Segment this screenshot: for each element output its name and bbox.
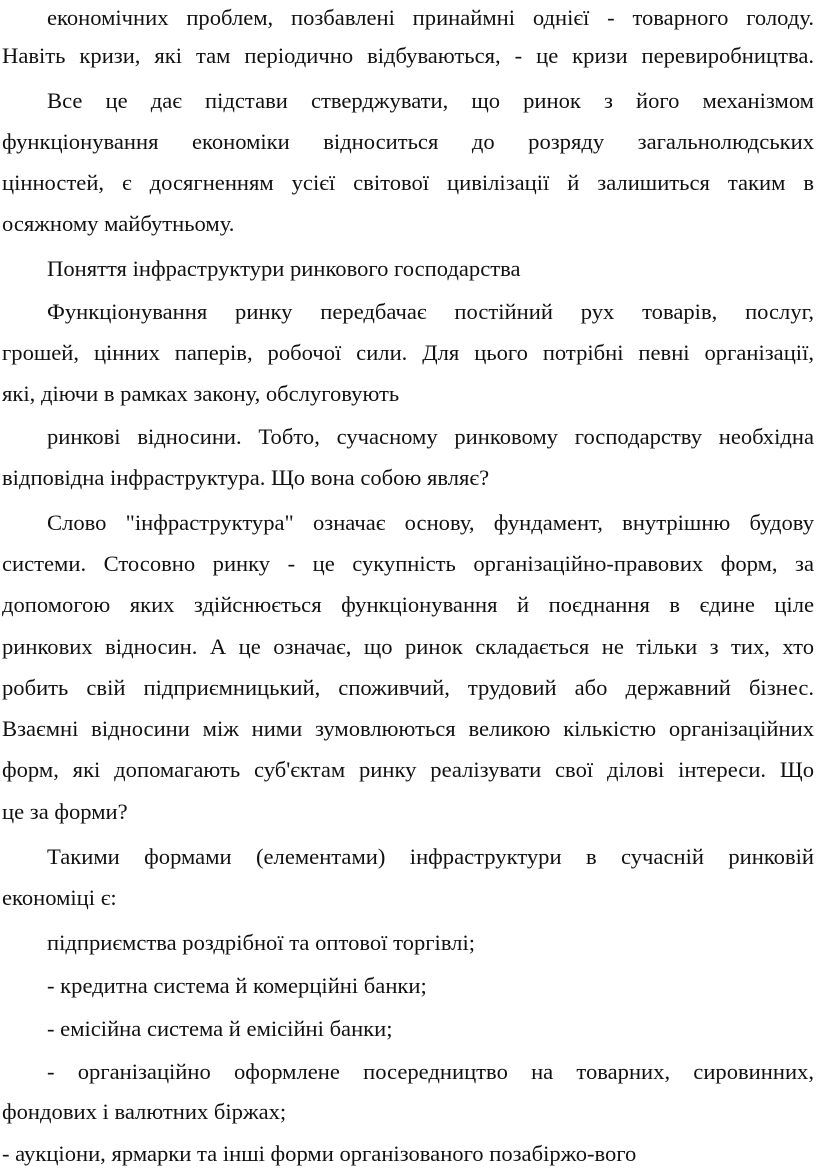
text-line-21: Такими формами (елементами) інфраструктури в сучасній ринковій [47, 844, 814, 869]
list-item-3: - емісійна система й емісійні банки; [47, 1016, 393, 1041]
text-line-4: функціонування економіки відноситься до розряду загальнолюдських [2, 129, 814, 154]
section-heading: Поняття інфраструктури ринкового господарства [47, 256, 521, 281]
list-item-4: - організаційно оформлене посередництво на товарних, сировинних, [47, 1059, 814, 1084]
text-line-22: економіці є: [2, 885, 117, 910]
text-line-16: ринкових відносин. А це означає, що ринок складається не тільки з тих, хто [2, 634, 814, 659]
list-item-1: підприємства роздрібної та оптової торгівлі; [47, 930, 476, 955]
list-item-4-cont: фондових і валютних біржах; [2, 1099, 287, 1124]
text-line-3: Все це дає підстави стверджувати, що ринок з його механізмом [47, 88, 814, 113]
text-line-6: осяжному майбутньому. [2, 211, 235, 236]
text-line-10: які, діючи в рамках закону, обслуговують [2, 381, 400, 406]
text-line-13: Слово "інфраструктура" означає основу, фундамент, внутрішню будову [47, 510, 814, 535]
text-line-11: ринкові відносини. Тобто, сучасному ринковому господарству необхідна [47, 424, 814, 449]
text-line-15: допомогою яких здійснюється функціонування й поєднання в єдине ціле [2, 592, 814, 617]
list-item-2: - кредитна система й комерційні банки; [47, 973, 427, 998]
text-line-18: Взаємні відносини між ними зумовлюються великою кількістю організаційних [2, 716, 814, 741]
text-line-9: грошей, цінних паперів, робочої сили. Для цього потрібні певні організації, [2, 340, 814, 365]
text-line-1: економічних проблем, позбавлені принаймні однієї - товарного голоду. [47, 5, 814, 30]
text-line-17: робить свій підприємницький, споживчий, трудовий або державний бізнес. [2, 675, 814, 700]
text-line-19: форм, які допомагають суб'єктам ринку реалізувати свої ділові інтереси. Що [2, 757, 814, 782]
text-line-12: відповідна інфраструктура. Що вона собою являє? [2, 465, 490, 490]
text-line-14: системи. Стосовно ринку - це сукупність організаційно-правових форм, за [2, 551, 814, 576]
list-item-5: - аукціони, ярмарки та інші форми організованого позабіржо-вого [2, 1141, 637, 1166]
text-line-8: Функціонування ринку передбачає постійний рух товарів, послуг, [47, 299, 814, 324]
text-line-5: цінностей, є досягненням усієї світової цивілізації й залишиться таким в [2, 170, 814, 195]
text-line-2: Навіть кризи, які там періодично відбуваються, - це кризи перевиробництва. [2, 43, 814, 68]
text-line-20: це за форми? [2, 799, 128, 824]
